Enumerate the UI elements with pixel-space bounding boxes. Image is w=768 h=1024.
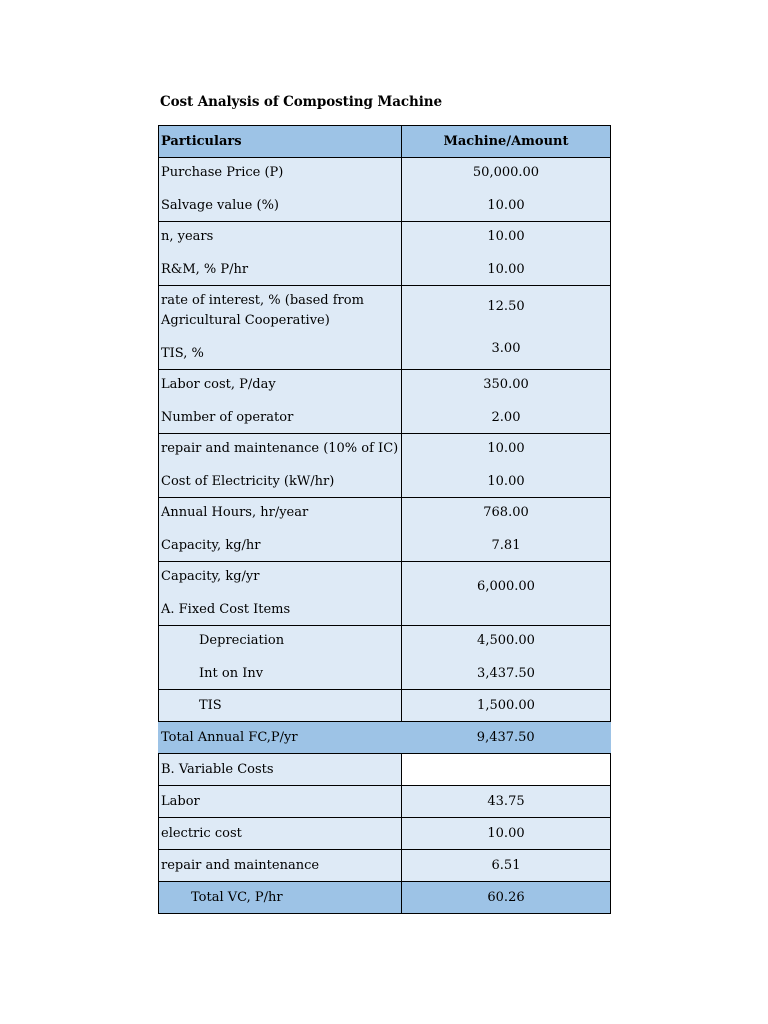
row-value-cost-of-electricity: 10.00 <box>487 473 525 489</box>
row-value-capacity-kg-hr: 7.81 <box>491 537 521 553</box>
section-label-variable-costs: B. Variable Costs <box>159 754 402 786</box>
row-value-repair-maintenance: 6.51 <box>402 850 611 882</box>
label-cell <box>159 626 402 690</box>
total-variable-cost-row <box>159 882 611 914</box>
table-row <box>159 222 611 286</box>
total-variable-cost-label: Total VC, P/hr <box>191 890 283 905</box>
row-value-electric-cost: 10.00 <box>402 818 611 850</box>
row-label-rate-of-interest: rate of interest, % (based from Agricultural Cooperative) <box>161 293 364 329</box>
label-cell <box>159 562 402 626</box>
total-fixed-cost-row <box>159 722 611 754</box>
row-label-capacity-kg-yr: Capacity, kg/yr <box>161 569 260 585</box>
label-cell <box>159 222 402 286</box>
table-row <box>159 434 611 498</box>
row-value-repair-maintenance-ic: 10.00 <box>487 441 525 457</box>
value-cell <box>402 222 611 286</box>
row-value-capacity-kg-yr: 6,000.00 <box>477 579 535 595</box>
row-value-tis: 1,500.00 <box>402 690 611 722</box>
row-value-depreciation: 4,500.00 <box>477 633 535 649</box>
row-label-capacity-kg-hr: Capacity, kg/hr <box>161 537 261 553</box>
table-row <box>159 626 611 690</box>
table-row <box>159 498 611 562</box>
total-fixed-cost-label: Total Annual FC,P/yr <box>159 722 402 754</box>
row-label-repair-maintenance: repair and maintenance <box>159 850 402 882</box>
row-label-tis: TIS <box>199 697 222 713</box>
label-cell <box>159 498 402 562</box>
row-label-tis-percent: TIS, % <box>161 345 204 361</box>
label-cell <box>159 882 402 914</box>
row-value-purchase-price: 50,000.00 <box>472 165 540 181</box>
row-value-variable-costs <box>402 754 611 786</box>
table-row <box>159 158 611 222</box>
value-cell <box>402 498 611 562</box>
value-cell <box>402 286 611 370</box>
value-cell <box>402 158 611 222</box>
value-cell <box>402 626 611 690</box>
label-cell <box>159 690 402 722</box>
row-value-n-years: 10.00 <box>487 229 525 245</box>
row-label-electric-cost: electric cost <box>159 818 402 850</box>
table-row <box>159 690 611 722</box>
total-variable-cost-value: 60.26 <box>402 882 611 914</box>
table-header-row <box>159 126 611 158</box>
table-row <box>159 754 611 786</box>
row-label-int-on-inv: Int on Inv <box>199 665 264 681</box>
total-fixed-cost-value: 9,437.50 <box>402 722 611 754</box>
table-row <box>159 786 611 818</box>
table-row <box>159 818 611 850</box>
column-header-particulars: Particulars <box>159 126 402 158</box>
row-value-rate-of-interest: 12.50 <box>487 298 525 314</box>
row-label-n-years: n, years <box>161 229 214 245</box>
row-value-labor-cost: 350.00 <box>483 377 529 393</box>
row-label-labor: Labor <box>159 786 402 818</box>
row-value-labor: 43.75 <box>402 786 611 818</box>
label-cell <box>159 434 402 498</box>
section-label-fixed-cost-items: A. Fixed Cost Items <box>161 601 291 617</box>
row-label-annual-hours: Annual Hours, hr/year <box>161 505 309 521</box>
value-cell <box>402 370 611 434</box>
row-value-int-on-inv: 3,437.50 <box>477 665 535 681</box>
table-row <box>159 286 611 370</box>
label-cell <box>159 286 402 370</box>
row-label-repair-maintenance-ic: repair and maintenance (10% of IC) <box>161 441 399 457</box>
cost-analysis-table <box>158 125 611 914</box>
table-row <box>159 850 611 882</box>
row-label-number-of-operator: Number of operator <box>161 409 294 425</box>
row-value-rm: 10.00 <box>487 261 525 277</box>
row-value-salvage-value: 10.00 <box>487 197 525 213</box>
row-label-purchase-price: Purchase Price (P) <box>161 165 284 181</box>
document-title: Cost Analysis of Composting Machine <box>160 94 442 110</box>
row-value-number-of-operator: 2.00 <box>491 409 521 425</box>
row-label-depreciation: Depreciation <box>199 633 285 649</box>
table-row <box>159 562 611 626</box>
column-header-amount: Machine/Amount <box>402 126 611 158</box>
row-label-rm: R&M, % P/hr <box>161 261 249 277</box>
label-cell <box>159 370 402 434</box>
row-label-labor-cost: Labor cost, P/day <box>161 377 276 393</box>
value-cell <box>402 434 611 498</box>
value-cell <box>402 562 611 626</box>
row-value-annual-hours: 768.00 <box>483 505 529 521</box>
row-label-salvage-value: Salvage value (%) <box>161 197 280 213</box>
label-cell <box>159 158 402 222</box>
row-value-tis-percent: 3.00 <box>491 340 521 356</box>
table-row <box>159 370 611 434</box>
row-label-cost-of-electricity: Cost of Electricity (kW/hr) <box>161 473 335 489</box>
